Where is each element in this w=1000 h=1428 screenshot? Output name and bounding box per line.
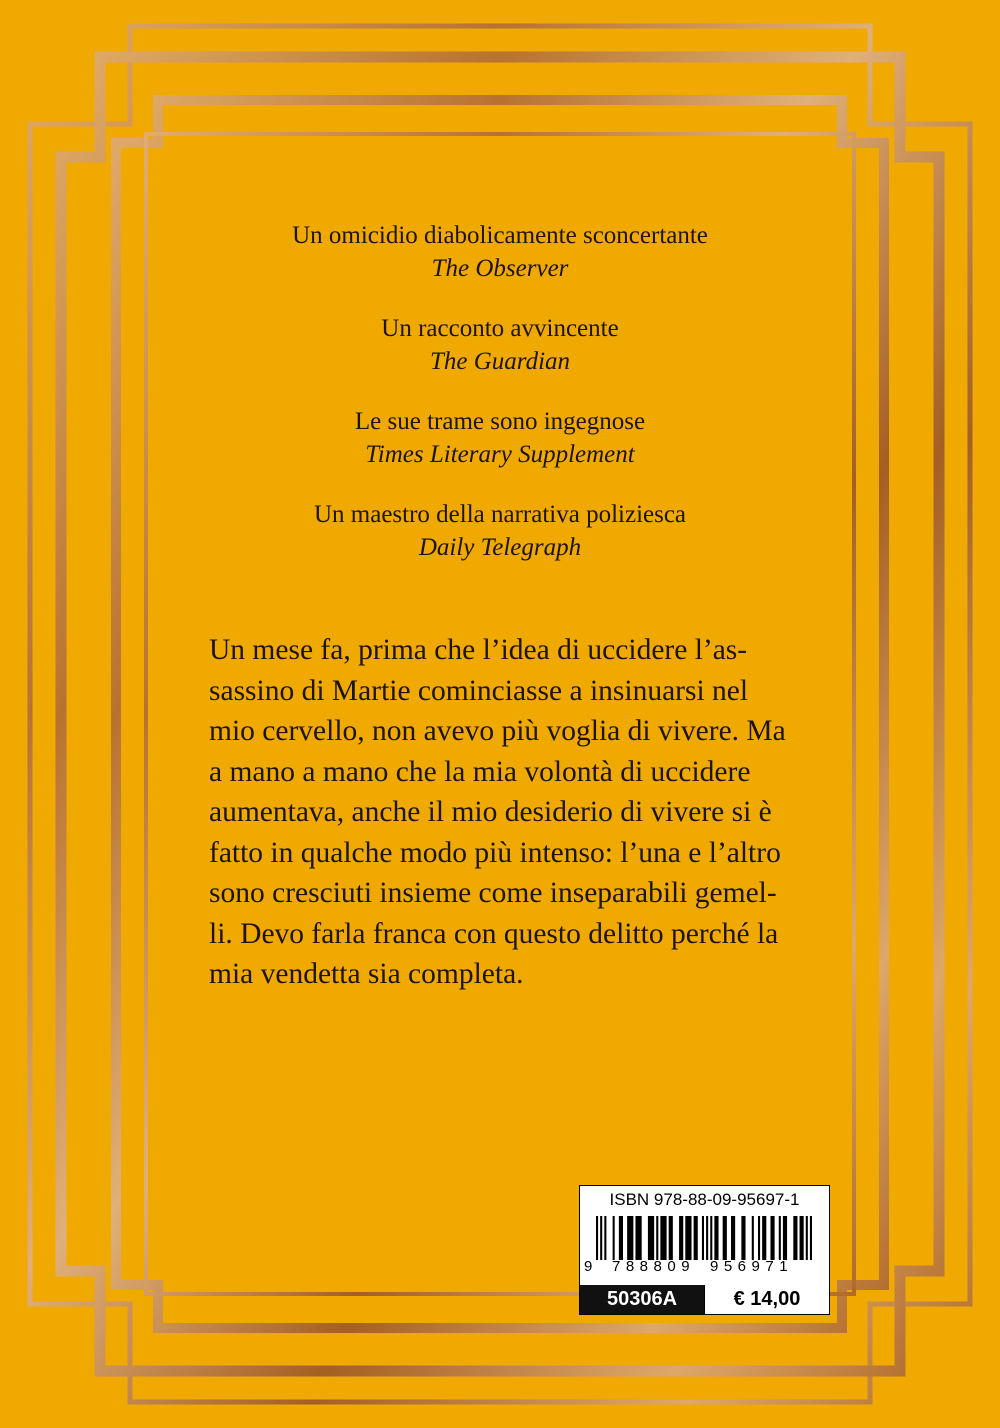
barcode-bar — [660, 1216, 666, 1260]
barcode-bar — [762, 1216, 766, 1260]
barcode-bar — [619, 1216, 623, 1260]
barcode-bar — [806, 1216, 808, 1260]
press-quote — [150, 219, 850, 285]
barcode-bar — [710, 1216, 712, 1260]
barcode-bar — [679, 1216, 683, 1260]
blurb-line: Un mese fa, prima che l’idea di uccidere l’as- — [209, 634, 748, 666]
isbn-text: ISBN 978-88-09-95697-1 — [609, 1190, 800, 1209]
barcode-digits-left: 788809 — [612, 1258, 696, 1275]
barcode-bar — [613, 1216, 615, 1260]
blurb-line: li. Devo farla franca con questo delitto perché la — [209, 917, 779, 950]
quote-text: Un maestro della narrativa poliziesca — [313, 501, 687, 528]
press-quote — [150, 498, 850, 564]
barcode-bar — [714, 1216, 718, 1260]
blurb-line: a mano a mano che la mia volontà di uccidere — [209, 755, 751, 788]
blurb-line: mio cervello, non avevo più voglia di vivere. Ma — [209, 715, 786, 747]
quote-source: The Guardian — [429, 348, 571, 375]
barcode-label — [579, 1185, 830, 1315]
barcode-bar — [793, 1216, 797, 1260]
barcode-bar — [702, 1216, 704, 1260]
barcode-bar — [656, 1216, 658, 1260]
barcode-bar — [779, 1216, 781, 1260]
barcode-bar — [635, 1216, 641, 1260]
barcode-bar — [731, 1216, 735, 1260]
barcode-digits-right: 956971 — [710, 1258, 794, 1275]
barcode-bar — [648, 1216, 654, 1260]
barcode-bar — [685, 1216, 691, 1260]
barcode-bar — [669, 1216, 673, 1260]
barcode-digit-first: 9 — [584, 1258, 593, 1275]
barcode-bar — [800, 1216, 804, 1260]
barcode-bar — [706, 1216, 708, 1260]
product-code: 50306A — [580, 1285, 704, 1314]
price-tag: € 14,00 — [704, 1285, 829, 1314]
quote-text: Un racconto avvincente — [381, 315, 619, 342]
barcode-bar — [770, 1216, 774, 1260]
blurb-line: sassino di Martie cominciasse a insinuarsi nel — [209, 674, 749, 707]
barcode-bar — [810, 1216, 812, 1260]
blurb-line: fatto in qualche modo più intenso: l’una e l’altro — [209, 836, 781, 869]
barcode-bar — [627, 1216, 633, 1260]
barcode-bar — [741, 1216, 745, 1260]
barcode-bar — [600, 1216, 602, 1260]
barcode-bar — [758, 1216, 760, 1260]
blurb-line: sono cresciuti insieme come inseparabili gemel- — [209, 877, 777, 909]
barcode-bottom-row — [580, 1285, 829, 1314]
barcode-bar — [694, 1216, 698, 1260]
barcode-bar — [596, 1216, 598, 1260]
blurb-line: mia vendetta sia completa. — [209, 958, 524, 990]
quote-source: Daily Telegraph — [418, 534, 582, 561]
press-quote — [150, 405, 850, 471]
barcode-bar — [783, 1216, 787, 1260]
barcode-bar — [723, 1216, 727, 1260]
quote-source: Times Literary Supplement — [365, 441, 635, 468]
barcode-bar — [752, 1216, 754, 1260]
barcode-bar — [604, 1216, 606, 1260]
press-quotes — [150, 219, 850, 591]
press-quote — [150, 312, 850, 378]
barcode-image — [596, 1216, 812, 1260]
quote-source: The Observer — [431, 255, 569, 282]
book-blurb — [209, 630, 792, 995]
quote-text: Le sue trame sono ingegnose — [354, 408, 646, 435]
blurb-line: aumentava, anche il mio desiderio di vivere si è — [209, 796, 772, 828]
quote-text: Un omicidio diabolicamente sconcertante — [292, 222, 708, 249]
